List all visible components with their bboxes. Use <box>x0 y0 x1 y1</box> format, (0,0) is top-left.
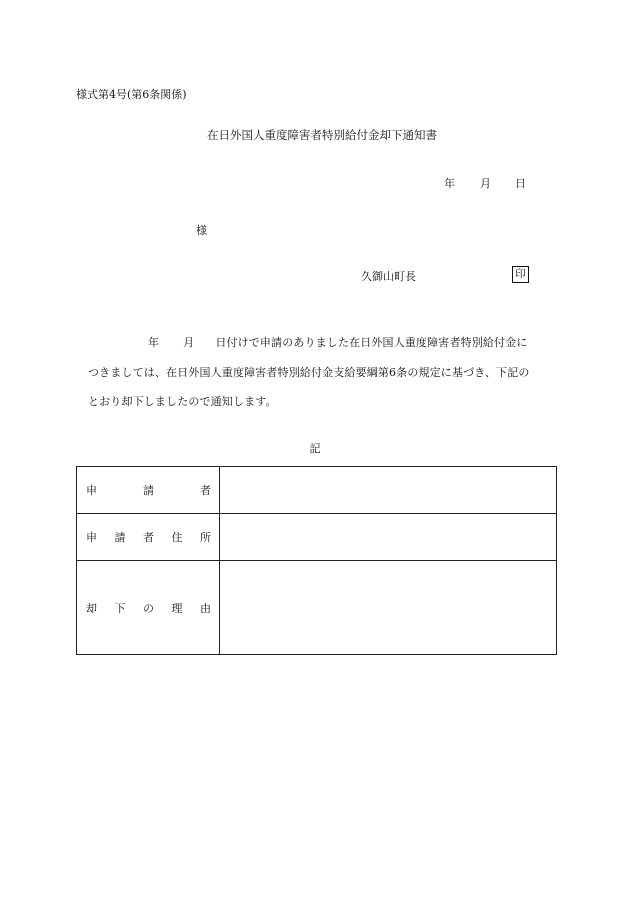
body-line-1 <box>148 334 528 350</box>
form-number: 様式第4号(第6条関係) <box>76 88 187 101</box>
body-line-2: つきましては、在日外国人重度障害者特別給付金支給要綱第6条の規定に基づき、下記の <box>88 366 530 379</box>
label-char: 下 <box>114 601 126 615</box>
label-char: 却 <box>86 601 97 615</box>
rejection-reason-value-cell[interactable] <box>220 561 557 655</box>
applicant-value-cell[interactable] <box>220 467 557 514</box>
applicant-label-cell <box>77 467 220 514</box>
body-line-3: とおり却下しましたので通知します。 <box>88 395 277 408</box>
body-line-1-text: 日付けで申請のありました在日外国人重度障害者特別給付金に <box>215 336 528 349</box>
table-row-applicant-address <box>77 514 557 561</box>
date-year-label: 年 <box>444 177 455 190</box>
label-char: の <box>143 601 154 615</box>
label-char: 申 <box>86 531 97 544</box>
date-month-label: 月 <box>480 177 491 190</box>
seal-mark: 印 <box>512 266 529 283</box>
table-row-applicant <box>77 467 557 514</box>
label-char: 者 <box>143 531 154 544</box>
label-char: 住 <box>171 531 183 544</box>
addressee-suffix: 様 <box>196 224 207 237</box>
issuer-name: 久御山町長 <box>361 270 416 283</box>
applicant-address-label-cell <box>77 514 220 561</box>
document-title: 在日外国人重度障害者特別給付金却下通知書 <box>207 128 437 142</box>
ki-heading: 記 <box>309 442 321 455</box>
body-year-label: 年 <box>148 336 160 349</box>
applicant-address-value-cell[interactable] <box>220 514 557 561</box>
label-char: 請 <box>143 484 154 497</box>
label-char: 請 <box>114 531 126 544</box>
rejection-reason-label-cell <box>77 561 220 655</box>
body-month-label: 月 <box>183 336 195 349</box>
table-row-rejection-reason <box>77 561 557 655</box>
label-char: 理 <box>171 601 183 615</box>
label-char: 申 <box>86 484 97 497</box>
label-char: 由 <box>200 601 211 615</box>
label-char: 者 <box>200 484 211 497</box>
label-char: 所 <box>200 531 211 544</box>
info-table <box>76 466 557 655</box>
date-day-label: 日 <box>515 177 526 190</box>
